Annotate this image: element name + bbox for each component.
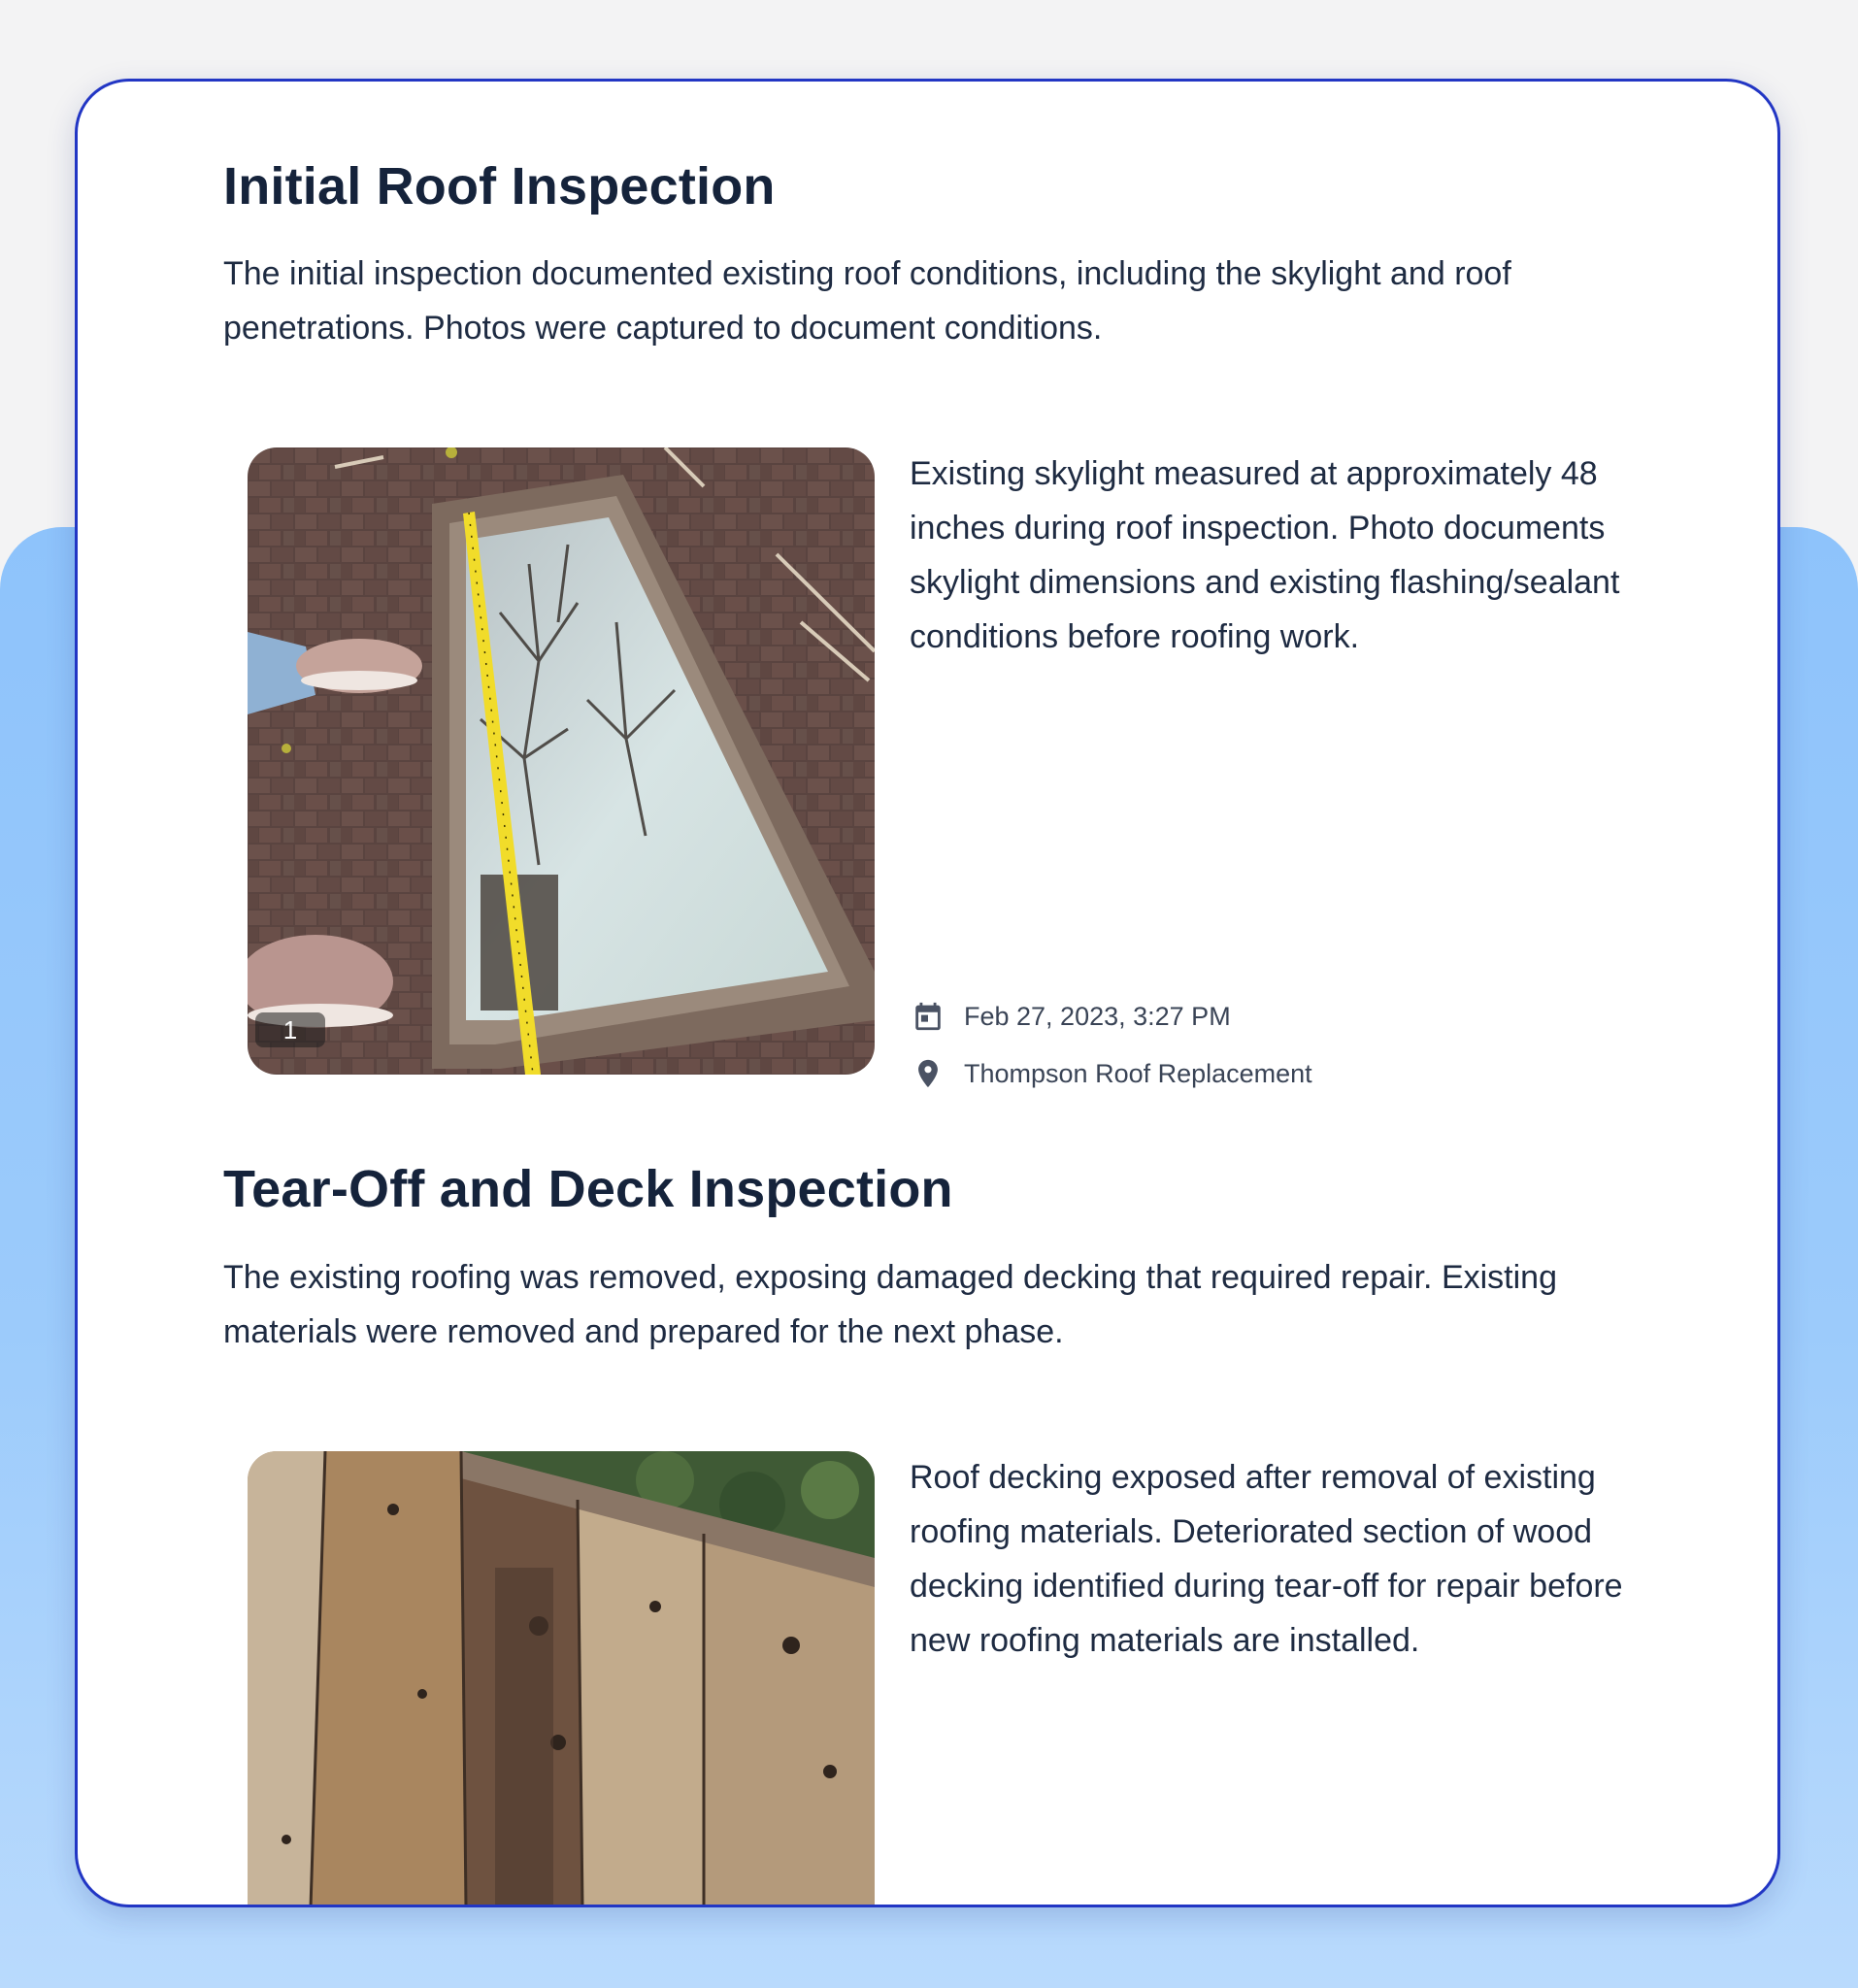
photo-location-row [912,1057,1312,1090]
location-pin-icon [912,1057,945,1090]
decking-photo[interactable] [248,1451,875,1907]
skylight-photo-image [248,447,875,1075]
photo-location: Thompson Roof Replacement [964,1058,1312,1088]
photo-index-badge: 1 [255,1012,325,1047]
decking-photo-image [248,1451,875,1907]
photo-caption: Existing skylight measured at approximately 48 inches during roof inspection. Photo documents skylight dimensions and existing flashing/sealant conditions before roofing work. [910,455,1620,655]
skylight-photo[interactable] [248,447,875,1075]
photo-date-row [912,1000,1231,1033]
section-description: The initial inspection documented existing roof conditions, including the skylight and roof penetrations. Photos were captured to document conditions. [223,255,1511,347]
section-title-tear-off: Tear-Off and Deck Inspection [223,1160,953,1218]
section-title-initial-inspection: Initial Roof Inspection [223,157,776,215]
content-card [75,79,1780,1907]
calendar-icon [912,1000,945,1033]
photo-caption: Roof decking exposed after removal of existing roofing materials. Deteriorated section of wood decking identified during tear-off for repair before new roofing materials are installed. [910,1459,1623,1659]
photo-date: Feb 27, 2023, 3:27 PM [964,1001,1231,1031]
section-description: The existing roofing was removed, exposing damaged decking that required repair. Existing materials were removed and prepared for the next phase. [223,1259,1557,1350]
